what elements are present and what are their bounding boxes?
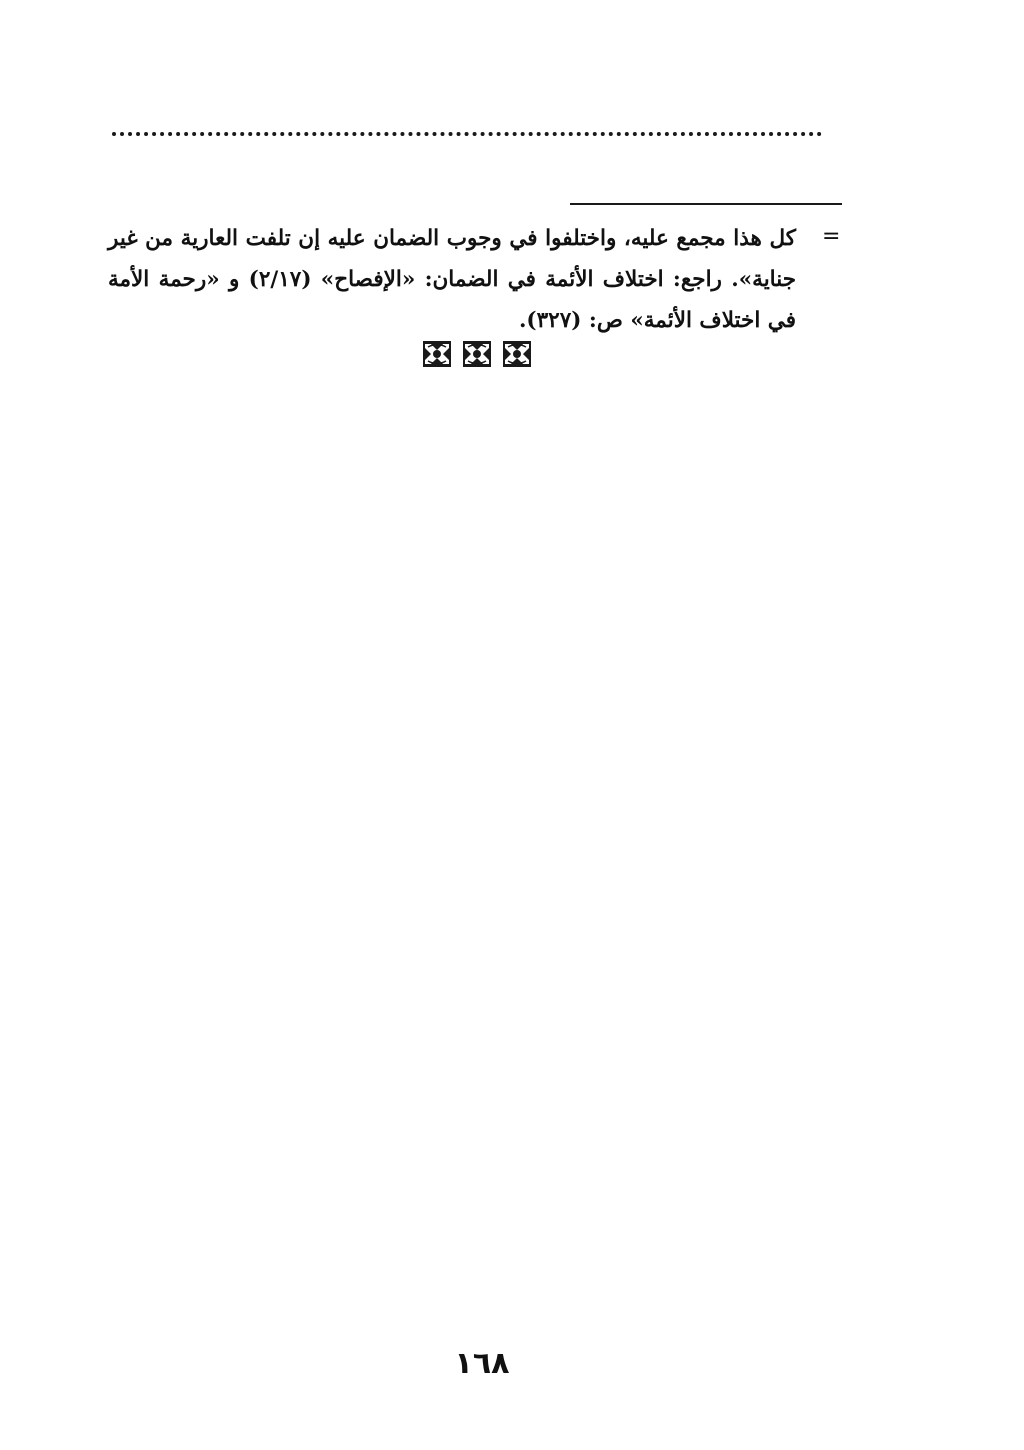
- section-end-ornaments: [422, 338, 532, 370]
- dotted-separator: [112, 132, 822, 136]
- footnote-line: في اختلاف الأئمة» ص: (٣٢٧).: [518, 308, 796, 333]
- footnote-line: جناية». راجع: اختلاف الأئمة في الضمان: «الإفصاح» (٢/١٧) و «رحمة الأمة: [108, 267, 797, 292]
- footnote: [108, 218, 796, 341]
- floral-ornament-icon: [462, 340, 492, 368]
- floral-ornament-icon: [502, 340, 532, 368]
- floral-ornament-icon: [422, 340, 452, 368]
- page-number: ١٦٨: [454, 1346, 510, 1381]
- footnote-separator-rule: [570, 203, 842, 205]
- footnote-continuation-marker: =: [822, 224, 841, 249]
- footnote-line: كل هذا مجمع عليه، واختلفوا في وجوب الضمان عليه إن تلفت العارية من غير: [108, 226, 796, 251]
